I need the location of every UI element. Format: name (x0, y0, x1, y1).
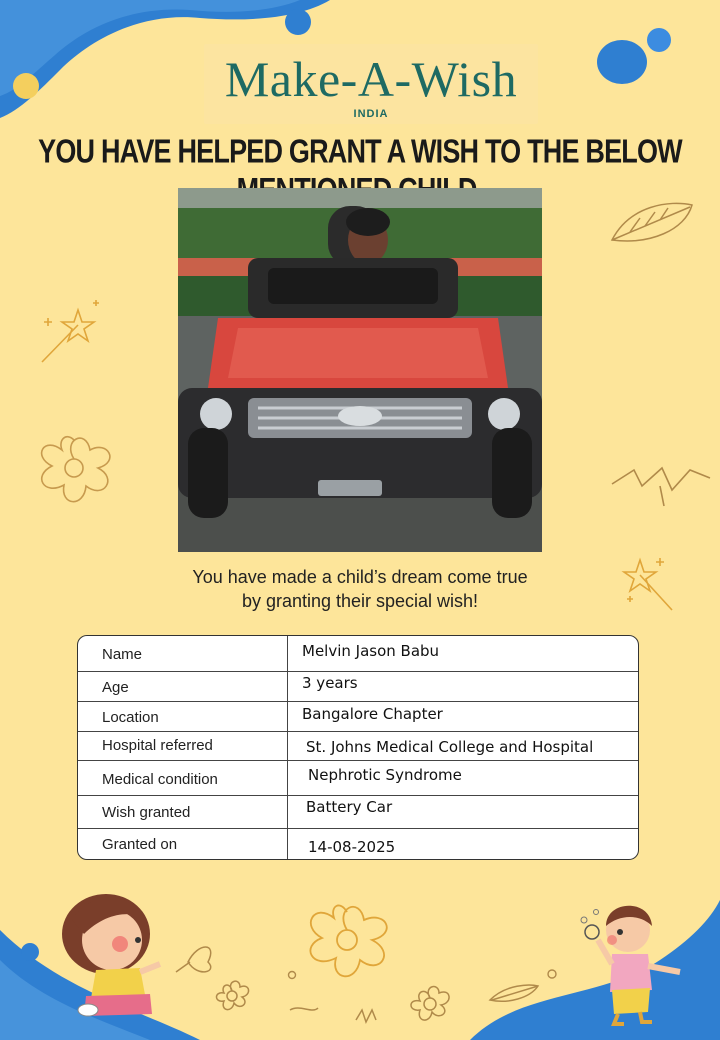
logo-wordmark: Make-A-Wish (224, 51, 518, 107)
flower-icon-bottom (310, 905, 386, 976)
row-value: 14-08-2025 (308, 838, 396, 856)
row-value: Melvin Jason Babu (302, 642, 440, 660)
row-label: Location (102, 709, 159, 726)
row-label: Wish granted (102, 804, 191, 821)
table-row (78, 671, 638, 702)
table-row (78, 701, 638, 732)
row-value: Battery Car (306, 798, 393, 816)
blue-dot (597, 40, 647, 84)
row-value: Bangalore Chapter (302, 705, 443, 723)
table-row (78, 636, 638, 671)
row-label: Medical condition (102, 771, 218, 788)
magic-wand-icon (42, 300, 99, 362)
tagline-line-2: by granting their special wish! (241, 591, 479, 611)
row-value: 3 years (302, 674, 358, 692)
zigzag-doodle (612, 468, 710, 490)
tagline-line-1: You have made a child’s dream come true (192, 567, 528, 587)
row-label: Hospital referred (102, 737, 213, 754)
table-row (78, 795, 638, 829)
child-photo (178, 188, 542, 552)
wish-details-table (77, 635, 639, 860)
table-row (78, 731, 638, 761)
row-label: Name (102, 646, 143, 663)
row-label: Age (102, 679, 129, 696)
row-label: Granted on (102, 836, 178, 853)
flower-icon (42, 437, 110, 502)
row-value: Nephrotic Syndrome (308, 766, 462, 784)
row-value: St. Johns Medical College and Hospital (306, 738, 594, 756)
table-row (78, 828, 638, 860)
page-headline: YOU HAVE HELPED GRANT A WISH TO THE BELOW (38, 132, 682, 170)
tagline (0, 565, 720, 613)
table-row (78, 760, 638, 796)
logo-subtitle: INDIA (353, 108, 389, 120)
logo (204, 44, 538, 124)
